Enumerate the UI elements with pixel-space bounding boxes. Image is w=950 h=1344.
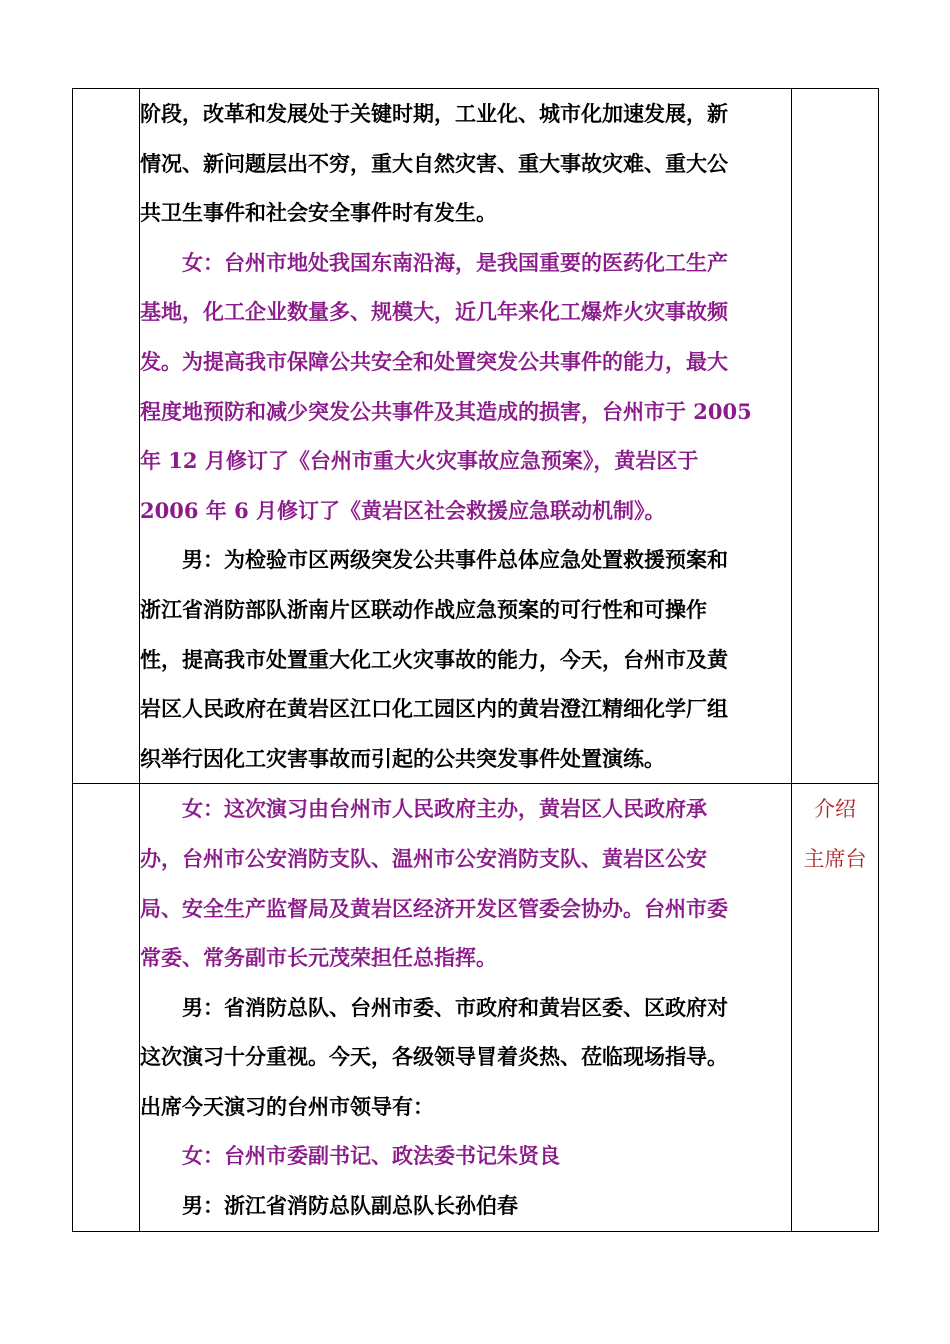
male-speaker-line: 织举行因化工灾害事故而引起的公共突发事件处置演练。 bbox=[140, 745, 665, 771]
time-cell bbox=[73, 89, 140, 784]
script-text-cell bbox=[140, 784, 792, 1231]
script-table bbox=[72, 88, 879, 1232]
male-speaker-line: 情况、新问题层出不穷，重大自然灾害、重大事故灾难、重大公 bbox=[140, 150, 728, 176]
script-table-body bbox=[73, 89, 879, 1232]
script-row bbox=[73, 89, 879, 784]
male-speaker-line: 男：为检验市区两级突发公共事件总体应急处置救援预案和 bbox=[182, 547, 728, 573]
female-speaker-line: 2006 年 6 月修订了《黄岩区社会救援应急联动机制》。 bbox=[140, 497, 666, 523]
female-speaker-line: 年 12 月修订了《台州市重大火灾事故应急预案》，黄岩区于 bbox=[140, 448, 699, 474]
time-cell bbox=[73, 784, 140, 1231]
male-speaker-line: 男：浙江省消防总队副总队长孙伯春 bbox=[182, 1193, 518, 1219]
male-speaker-line: 岩区人民政府在黄岩区江口化工园区内的黄岩澄江精细化学厂组 bbox=[140, 696, 728, 722]
female-speaker-line: 局、安全生产监督局及黄岩区经济开发区管委会协办。台州市委 bbox=[140, 895, 728, 921]
male-speaker-line: 性，提高我市处置重大化工火灾事故的能力，今天，台州市及黄 bbox=[140, 646, 728, 672]
female-speaker-line: 女：这次演习由台州市人民政府主办，黄岩区人民政府承 bbox=[182, 796, 707, 822]
female-speaker-line: 女：台州市委副书记、政法委书记朱贤良 bbox=[182, 1143, 560, 1169]
remark-text: 主席台 bbox=[803, 847, 867, 872]
female-speaker-line: 办，台州市公安消防支队、温州市公安消防支队、黄岩区公安 bbox=[140, 845, 707, 871]
male-speaker-line: 出席今天演习的台州市领导有： bbox=[140, 1093, 434, 1119]
female-speaker-line: 女：台州市地处我国东南沿海，是我国重要的医药化工生产 bbox=[182, 249, 728, 275]
script-row bbox=[73, 784, 879, 1231]
male-speaker-line: 这次演习十分重视。今天，各级领导冒着炎热、莅临现场指导。 bbox=[140, 1044, 728, 1070]
female-speaker-line: 常委、常务副市长元茂荣担任总指挥。 bbox=[140, 945, 497, 971]
female-speaker-line: 程度地预防和减少突发公共事件及其造成的损害，台州市于 2005 bbox=[140, 398, 752, 424]
remark-cell bbox=[792, 89, 879, 784]
remark-text: 介绍 bbox=[814, 797, 856, 822]
script-text-cell bbox=[140, 89, 792, 784]
male-speaker-line: 共卫生事件和社会安全事件时有发生。 bbox=[140, 200, 497, 226]
female-speaker-line: 发。为提高我市保障公共安全和处置突发公共事件的能力，最大 bbox=[140, 348, 728, 374]
female-speaker-line: 基地，化工企业数量多、规模大，近几年来化工爆炸火灾事故频 bbox=[140, 299, 728, 325]
male-speaker-line: 阶段，改革和发展处于关键时期，工业化、城市化加速发展，新 bbox=[140, 101, 728, 126]
male-speaker-line: 浙江省消防部队浙南片区联动作战应急预案的可行性和可操作 bbox=[140, 596, 707, 622]
male-speaker-line: 男：省消防总队、台州市委、市政府和黄岩区委、区政府对 bbox=[182, 994, 728, 1020]
remark-cell bbox=[792, 784, 879, 1231]
